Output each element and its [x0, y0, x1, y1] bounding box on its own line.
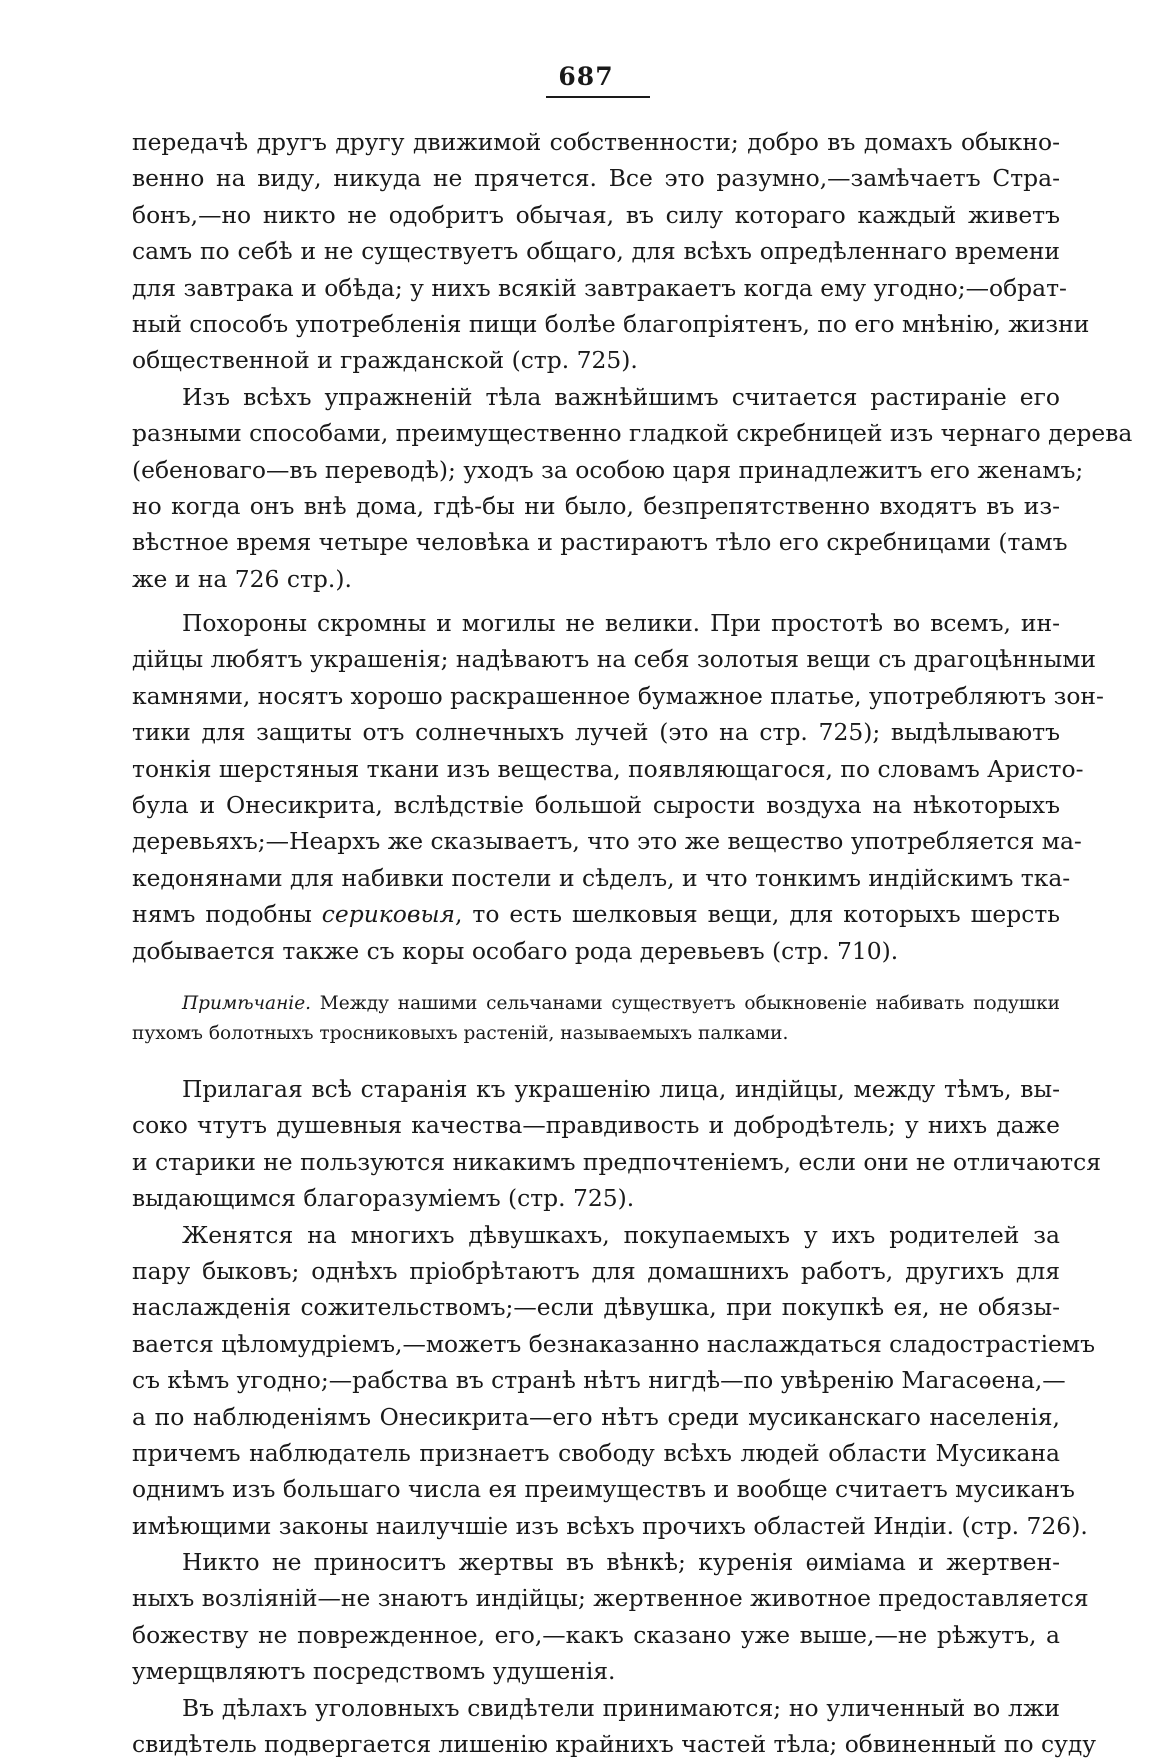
- paragraph-gap: [132, 597, 1060, 605]
- text-line: же и на 726 стр.).: [132, 564, 352, 593]
- text-line: разными способами, преимущественно гладкой скребницей изъ чернаго дерева: [132, 419, 1133, 448]
- paragraph: [132, 124, 1090, 379]
- text-segment: нямъ подобны: [132, 900, 322, 929]
- text-line: и старики не пользуются никакимъ предпочтеніемъ, если они не отличаются: [132, 1147, 1101, 1176]
- paragraph-gap: [132, 1049, 1060, 1071]
- note-line: пухомъ болотныхъ тросниковыхъ растеній, называемыхъ палками.: [132, 1022, 789, 1044]
- text-line: умерщвляютъ посредствомъ удушенія.: [132, 1657, 616, 1686]
- text-line: соко чтутъ душевныя качества—правдивость и добродѣтель; у нихъ даже: [132, 1111, 1060, 1140]
- text-line: тонкія шерстяныя ткани изъ вещества, появляющагося, по словамъ Аристо-: [132, 754, 1084, 783]
- text-line: була и Онесикрита, вслѣдствіе большой сырости воздуха на нѣкоторыхъ: [132, 791, 1060, 820]
- text-line: свидѣтель подвергается лишенію крайнихъ частей тѣла; обвиненный по суду: [132, 1730, 1097, 1759]
- text-line: однимъ изъ большаго числа ея преимуществъ и вообще считаетъ мусиканъ: [132, 1475, 1075, 1504]
- paragraph-gap: [132, 969, 1060, 989]
- page-number: 687: [558, 62, 614, 91]
- paragraph: [132, 1217, 1095, 1545]
- text-line: Изъ всѣхъ упражненій тѣла важнѣйшимъ считается растираніе его: [182, 382, 1060, 411]
- text-line: тики для защиты отъ солнечныхъ лучей (это на стр. 725); выдѣлываютъ: [132, 718, 1060, 747]
- text-line: дійцы любятъ украшенія; надѣваютъ на себя золотыя вещи съ драгоцѣнными: [132, 645, 1096, 674]
- text-line: вается цѣломудріемъ,—можетъ безнаказанно наслаждаться сладострастіемъ: [132, 1329, 1095, 1358]
- text-line: вѣстное время четыре человѣка и растираютъ тѣло его скребницами (тамъ: [132, 528, 1068, 557]
- text-line: причемъ наблюдатель признаетъ свободу всѣхъ людей области Мусикана: [132, 1438, 1060, 1467]
- paragraph: [132, 605, 1104, 969]
- text-line: съ кѣмъ угодно;—рабства въ странѣ нѣтъ нигдѣ—по увѣренію Магасѳена,—: [132, 1366, 1066, 1395]
- note: [132, 989, 1060, 1049]
- text-line: но когда онъ внѣ дома, гдѣ-бы ни было, безпрепятственно входятъ въ из-: [132, 491, 1060, 520]
- text-line: [132, 896, 1060, 932]
- text-line: кедонянами для набивки постели и сѣделъ, и что тонкимъ индійскимъ тка-: [132, 863, 1071, 892]
- italic-term: сериковыя: [321, 900, 455, 929]
- text-line: выдающимся благоразуміемъ (стр. 725).: [132, 1184, 635, 1213]
- note-line: [132, 989, 1060, 1019]
- text-line: божеству не поврежденное, его,—какъ сказано уже выше,—не рѣжутъ, а: [132, 1620, 1060, 1649]
- text-line: самъ по себѣ и не существуетъ общаго, для всѣхъ опредѣленнаго времени: [132, 237, 1060, 266]
- text-line: деревьяхъ;—Неархъ же сказываетъ, что это же вещество употребляется ма-: [132, 827, 1082, 856]
- text-line: наслажденія сожительствомъ;—если дѣвушка, при покупкѣ ея, не обязы-: [132, 1293, 1060, 1322]
- paragraph: [132, 1071, 1101, 1217]
- text-line: добывается также съ коры особаго рода деревьевъ (стр. 710).: [132, 936, 899, 965]
- text-line: венно на виду, никуда не прячется. Все это разумно,—замѣчаетъ Стра-: [132, 164, 1060, 193]
- text-line: имѣющими законы наилучшіе изъ всѣхъ прочихъ областей Индіи. (стр. 726).: [132, 1511, 1088, 1540]
- main-text: [132, 124, 1133, 1762]
- text-line: пару быковъ; однѣхъ пріобрѣтаютъ для домашнихъ работъ, другихъ для: [132, 1256, 1060, 1285]
- text-line: ный способъ употребленія пищи болѣе благопріятенъ, по его мнѣнію, жизни: [132, 309, 1090, 338]
- text-line: Въ дѣлахъ уголовныхъ свидѣтели принимаются; но уличенный во лжи: [182, 1693, 1060, 1722]
- text-line: Прилагая всѣ старанія къ украшенію лица, индійцы, между тѣмъ, вы-: [182, 1074, 1060, 1103]
- text-line: камнями, носятъ хорошо раскрашенное бумажное платье, употребляютъ зон-: [132, 681, 1104, 710]
- note-label: Примѣчаніе.: [182, 992, 312, 1014]
- page-number-rule: [546, 96, 650, 98]
- paragraph: [132, 1690, 1097, 1762]
- paragraph: [132, 379, 1133, 597]
- text-line: ныхъ возліяній—не знаютъ индійцы; жертвенное животное предоставляется: [132, 1584, 1089, 1613]
- text-line: бонъ,—но никто не одобритъ обычая, въ силу котораго каждый живетъ: [132, 200, 1060, 229]
- text-line: Похороны скромны и могилы не велики. При простотѣ во всемъ, ин-: [182, 609, 1060, 638]
- text-line: Женятся на многихъ дѣвушкахъ, покупаемыхъ у ихъ родителей за: [182, 1220, 1060, 1249]
- text-line: передачѣ другъ другу движимой собственности; добро въ домахъ обыкно-: [132, 128, 1060, 156]
- text-line: (ебеноваго—въ переводѣ); уходъ за особою царя принадлежитъ его женамъ;: [132, 455, 1084, 484]
- text-line: а по наблюденіямъ Онесикрита—его нѣтъ среди мусиканскаго населенія,: [132, 1402, 1060, 1431]
- text-line: для завтрака и обѣда; у нихъ всякій завтракаетъ когда ему угодно;—обрат-: [132, 273, 1067, 302]
- text-segment: , то есть шелковыя вещи, для которыхъ шерсть: [454, 900, 1060, 929]
- note-text: Между нашими сельчанами существуетъ обыкновеніе набивать подушки: [311, 992, 1060, 1014]
- text-line: общественной и гражданской (стр. 725).: [132, 346, 638, 375]
- text-line: Никто не приноситъ жертвы въ вѣнкѣ; куренія ѳиміама и жертвен-: [182, 1548, 1060, 1577]
- paragraph: [132, 1544, 1089, 1690]
